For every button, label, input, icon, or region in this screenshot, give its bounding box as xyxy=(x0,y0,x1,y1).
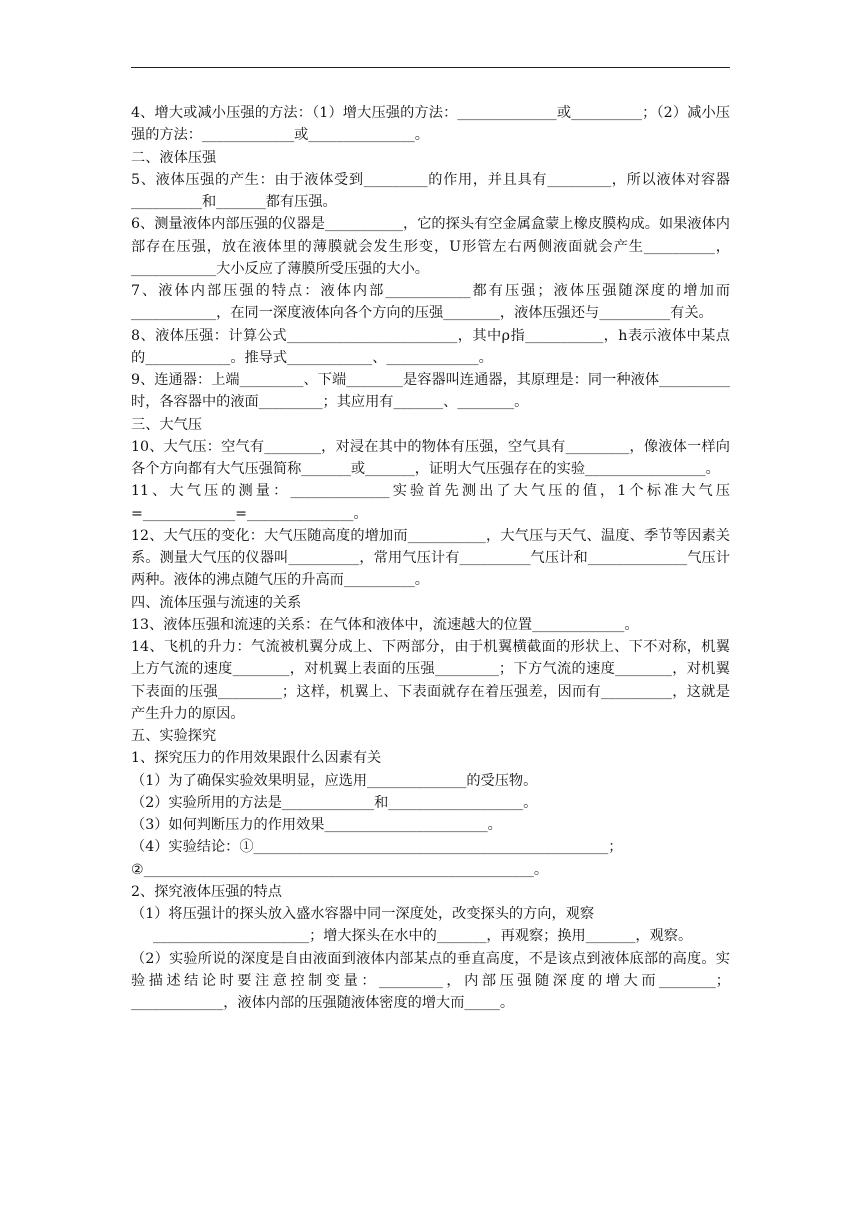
item-12-atmospheric-change: 12、大气压的变化：大气压随高度的增加而___________，大气压与天气、温度、季节等因素关系。测量大气压的仪器叫__________，常用气压计有__________气压计和______________气压计两种。液体的沸点随气压的升高而__________。 xyxy=(131,527,730,589)
item-11-atmospheric-measurement: 11、大气压的测量：______________实验首先测出了大气压的值，1个标准大气压=_____________=_______________。 xyxy=(131,483,730,522)
experiment-2-q1: （1）将压强计的探头放入盛水容器中同一深度处，改变探头的方向，观察 xyxy=(131,906,595,922)
section-heading-fluid-flow: 四、流体压强与流速的关系 xyxy=(131,594,302,611)
item-9-communicating-vessels: 9、连通器：上端_________、下端________是容器叫连通器，其原理是：同一种液体__________时，各容器中的液面_________；其应用有_______、________。 xyxy=(131,372,730,411)
section-heading-atmospheric-pressure: 三、大气压 xyxy=(131,416,202,433)
experiment-1-q3: （3）如何判断压力的作用效果_______________________。 xyxy=(131,817,502,833)
item-8-liquid-pressure-formula: 8、液体压强：计算公式________________________，其中ρ指___________，h表示液体中某点的____________。推导式____________、_____________。 xyxy=(131,327,730,366)
item-5-liquid-pressure-origin: 5、液体压强的产生：由于液体受到_________的作用，并且具有_________，所以液体对容器__________和_______都有压强。 xyxy=(131,171,730,210)
experiment-2-q1-cont: ______________________；增大探头在水中的_______，再观察；换用_______，观察。 xyxy=(153,928,693,945)
experiment-1-q2: （2）实验所用的方法是_____________和___________________。 xyxy=(131,794,538,811)
item-13-pressure-and-velocity: 13、液体压强和流速的关系：在气体和液体中，流速越大的位置_____________。 xyxy=(131,616,639,633)
experiment-1-q1: （1）为了确保实验效果明显，应选用______________的受压物。 xyxy=(131,772,538,789)
experiment-1-q4-part2: ②_______________________________________________________。 xyxy=(131,861,549,878)
experiment-2-title: 2、探究液体压强的特点 xyxy=(131,883,282,900)
experiment-2-q2: （2）实验所说的深度是自由液面到液体内部某点的垂直高度，不是该点到液体底部的高度。实验描述结论时要注意控制变量：_________，内部压强随深度的增大而________；_____________，液体内部的压强随液体密度的增大而_____。 xyxy=(131,950,730,1011)
item-7-liquid-pressure-features: 7、液体内部压强的特点：液体内部____________都有压强；液体压强随深度的增加而____________，在同一深度液体向各个方向的压强________，液体压强还与__________有关。 xyxy=(131,283,730,322)
item-14-lift-force: 14、飞机的升力：气流被机翼分成上、下两部分，由于机翼横截面的形状上、下不对称，机翼上方气流的速度________，对机翼上表面的压强_________；下方气流的速度________，对机翼下表面的压强_________；这样，机翼上、下表面就存在着压强差，因而有__________，这就是产生升力的原因。 xyxy=(131,639,730,722)
item-10-atmospheric-pressure: 10、大气压：空气有________，对浸在其中的物体有压强，空气具有_________，像液体一样向各个方向都有大气压强简称_______或_______，证明大气压强存在的实验_________________。 xyxy=(131,438,730,477)
item-6-measuring-instrument: 6、测量液体内部压强的仪器是___________，它的探头有空金属盒蒙上橡皮膜构成。如果液体内部存在压强，放在液体里的薄膜就会发生形变，U形管左右两侧液面就会产生__________，____________大小反应了薄膜所受压强的大小。 xyxy=(131,216,730,277)
worksheet-body xyxy=(131,102,730,1014)
experiment-1-q4: （4）实验结论：①__________________________________________________； xyxy=(131,839,623,856)
header-rule xyxy=(131,67,730,68)
section-heading-experiments: 五、实验探究 xyxy=(131,728,217,744)
item-4-pressure-methods: 4、增大或减小压强的方法：（1）增大压强的方法：______________或__________；（2）减小压强的方法：_____________或_______________。 xyxy=(131,105,730,144)
experiment-1-title: 1、探究压力的作用效果跟什么因素有关 xyxy=(131,750,382,767)
section-heading-liquid-pressure: 二、液体压强 xyxy=(131,149,217,166)
